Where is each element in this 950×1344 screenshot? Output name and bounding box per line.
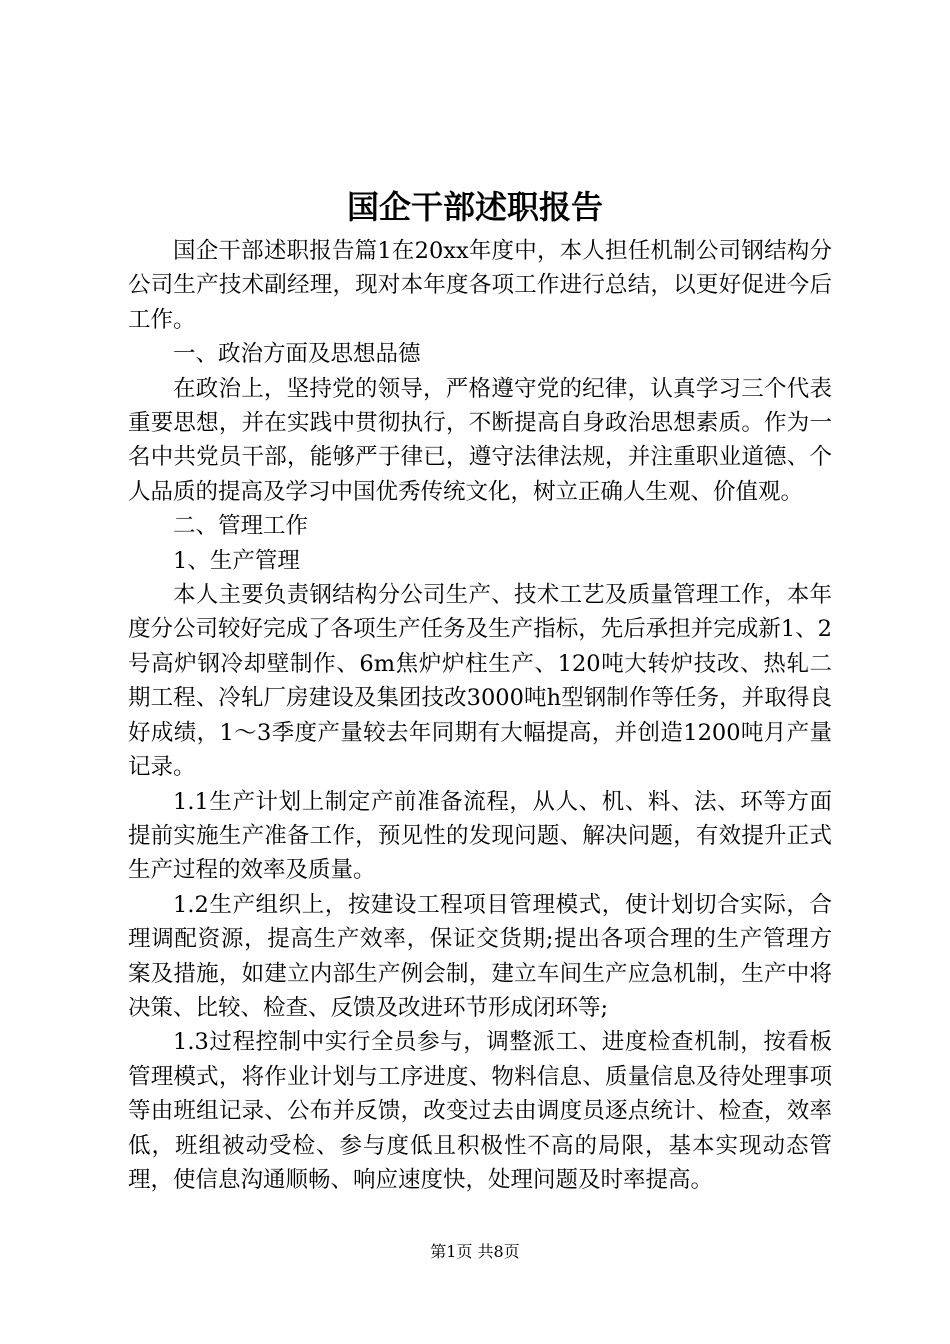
paragraph-intro: 国企干部述职报告篇1在20xx年度中，本人担任机制公司钢结构分公司生产技术副经理，现对本年度各项工作进行总结，以更好促进今后工作。 xyxy=(128,238,832,333)
paragraph-item-1-1: 1.1生产计划上制定产前准备流程，从人、机、料、法、环等方面提前实施生产准备工作，预见性的发现问题、解决问题，有效提升正式生产过程的效率及质量。 xyxy=(128,788,832,884)
document-title: 国企干部述职报告 xyxy=(346,188,603,226)
paragraph-item-1-3: 1.3过程控制中实行全员参与，调整派工、进度检查机制，按看板管理模式，将作业计划与工序进度、物料信息、质量信息及待处理事项等由班组记录、公布并反馈，改变过去由调度员逐点统计、检查，效率低，班组被动受检、参与度低且积极性不高的局限，基本实现动态管理，使信息沟通顺畅、响应速度快，处理问题及时率提高。 xyxy=(128,1029,832,1193)
section-heading-politics: 一、政治方面及思想品德 xyxy=(173,341,421,368)
subsection-heading-production: 1、生产管理 xyxy=(173,547,300,574)
section-heading-management: 二、管理工作 xyxy=(173,513,309,540)
document-body xyxy=(128,234,832,1197)
page-number-footer: 第1页 共8页 xyxy=(430,1242,520,1261)
paragraph-item-1-2: 1.2生产组织上，按建设工程项目管理模式，使计划切合实际，合理调配资源，提高生产效率，保证交货期;提出各项合理的生产管理方案及措施，如建立内部生产例会制，建立车间生产应急机制，生产中将决策、比较、检查、反馈及改进环节形成闭环等; xyxy=(128,891,832,1021)
paragraph-politics: 在政治上，坚持党的领导，严格遵守党的纪律，认真学习三个代表重要思想，并在实践中贯彻执行，不断提高自身政治思想素质。作为一名中共党员干部，能够严于律已，遵守法律法规，并注重职业道德、个人品质的提高及学习中国优秀传统文化，树立正确人生观、价值观。 xyxy=(128,375,832,505)
paragraph-production: 本人主要负责钢结构分公司生产、技术工艺及质量管理工作，本年度分公司较好完成了各项生产任务及生产指标，先后承担并完成新1、2号高炉钢冷却壁制作、6m焦炉炉柱生产、120吨大转炉技改、热轧二期工程、冷轧厂房建设及集团技改3000吨h型钢制作等任务，并取得良好成绩，1～3季度产量较去年同期有大幅提高，并创造1200吨月产量记录。 xyxy=(128,582,832,781)
